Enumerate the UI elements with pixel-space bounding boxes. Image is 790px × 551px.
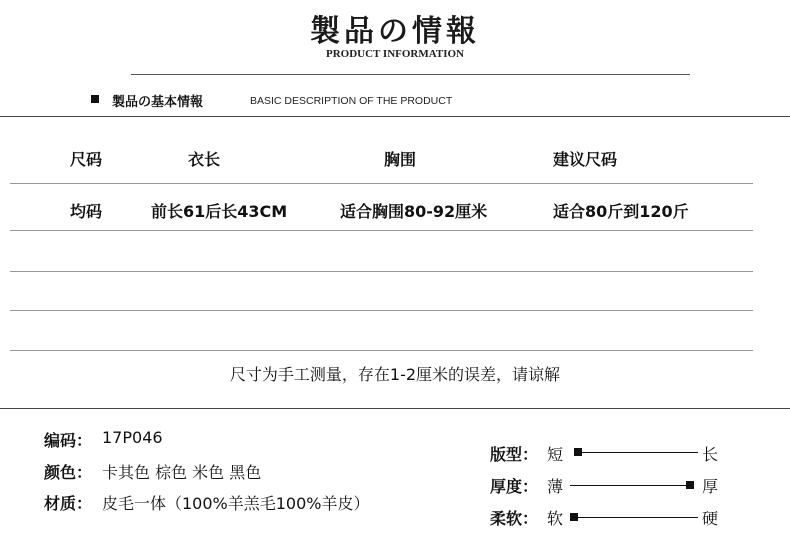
scale-marker bbox=[574, 448, 582, 456]
code-label: 编码： bbox=[44, 431, 93, 450]
scale-right-label: 长 bbox=[702, 445, 719, 464]
title-divider bbox=[131, 74, 690, 75]
material-label: 材质： bbox=[44, 494, 93, 513]
color-value: 卡其色 棕色 米色 黑色 bbox=[102, 463, 262, 482]
scale-marker bbox=[570, 513, 578, 521]
table-header-recommended: 建议尺码 bbox=[553, 150, 618, 169]
scale-marker bbox=[686, 481, 694, 489]
scale-right-label: 厚 bbox=[702, 477, 719, 496]
table-cell-recommended: 适合80斤到120斤 bbox=[553, 202, 689, 221]
color-label: 颜色： bbox=[44, 463, 93, 482]
measurement-note: 尺寸为手工测量，存在1-2厘米的误差，请谅解 bbox=[229, 365, 561, 384]
table-header-size: 尺码 bbox=[70, 150, 103, 169]
section-bullet-icon bbox=[91, 95, 99, 103]
page-title: 製品の情報 bbox=[310, 14, 480, 49]
scale-label: 版型： bbox=[490, 445, 539, 464]
scale-left-label: 短 bbox=[547, 445, 564, 464]
scale-track bbox=[570, 485, 694, 486]
section-divider bbox=[0, 116, 790, 117]
scale-label: 厚度： bbox=[490, 477, 539, 496]
scale-right-label: 硬 bbox=[702, 509, 719, 528]
table-header-chest: 胸围 bbox=[384, 150, 417, 169]
section-label: 製品の基本情報 bbox=[112, 95, 204, 110]
table-header-length: 衣长 bbox=[188, 150, 221, 169]
scale-left-label: 薄 bbox=[547, 477, 564, 496]
material-value: 皮毛一体（100%羊羔毛100%羊皮） bbox=[102, 494, 370, 513]
code-value: 17P046 bbox=[102, 428, 163, 447]
table-row-divider bbox=[10, 350, 753, 351]
table-cell-size: 均码 bbox=[70, 202, 103, 221]
page-subtitle: PRODUCT INFORMATION bbox=[325, 48, 464, 60]
table-row-divider bbox=[10, 271, 753, 272]
section-description: BASIC DESCRIPTION OF THE PRODUCT bbox=[250, 95, 453, 107]
table-cell-length: 前长61后长43CM bbox=[151, 202, 288, 221]
scale-track bbox=[574, 452, 698, 453]
section-divider bbox=[0, 408, 790, 409]
table-row-divider bbox=[10, 183, 753, 184]
table-row-divider bbox=[10, 230, 753, 231]
table-cell-chest: 适合胸围80-92厘米 bbox=[340, 202, 488, 221]
table-row-divider bbox=[10, 310, 753, 311]
scale-label: 柔软： bbox=[490, 509, 539, 528]
scale-track bbox=[570, 517, 698, 518]
scale-left-label: 软 bbox=[547, 509, 564, 528]
